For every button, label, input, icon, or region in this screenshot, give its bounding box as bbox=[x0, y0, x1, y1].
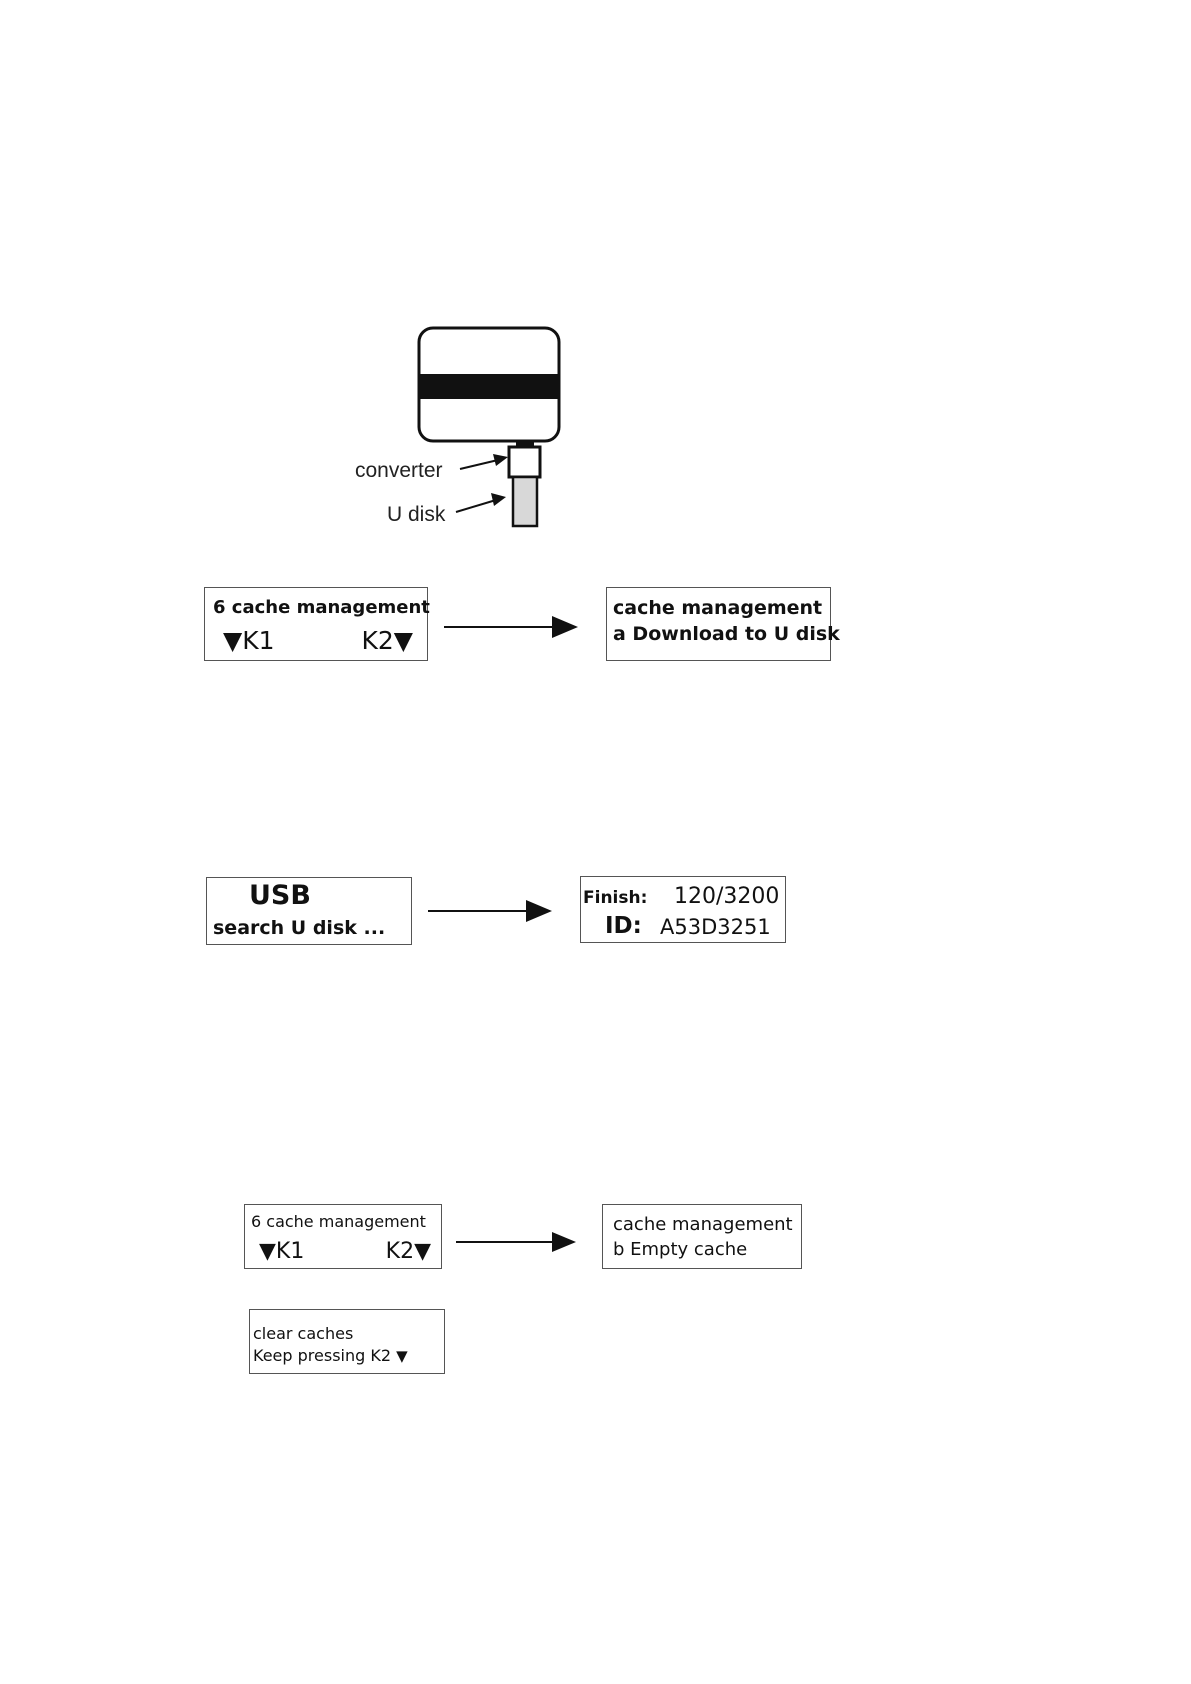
id-value: A53D3251 bbox=[660, 915, 771, 939]
lcd-line-1: clear caches bbox=[253, 1324, 354, 1343]
converter-label: converter bbox=[355, 459, 443, 482]
lcd-screen-usb-search bbox=[206, 877, 412, 945]
device-stripe bbox=[419, 374, 559, 399]
id-label: ID: bbox=[605, 913, 642, 939]
converter bbox=[509, 447, 540, 477]
lcd-line-2: Keep pressing K2 ▼ bbox=[253, 1346, 408, 1365]
lcd-screen-cache-menu bbox=[204, 587, 428, 661]
lcd-line-1: USB bbox=[249, 880, 311, 911]
k1-key: ▼K1 bbox=[223, 626, 275, 655]
finish-value: 120/3200 bbox=[674, 884, 780, 909]
lcd-screen-finish bbox=[580, 876, 786, 943]
right-arrow-icon bbox=[456, 1228, 578, 1256]
lcd-screen-empty-cache bbox=[602, 1204, 802, 1269]
lcd-line-2: b Empty cache bbox=[613, 1239, 748, 1260]
right-arrow-icon bbox=[444, 612, 580, 642]
lcd-line-1: 6 cache management bbox=[251, 1212, 426, 1231]
down-triangle-icon: ▼ bbox=[396, 1347, 408, 1365]
lcd-line-1: 6 cache management bbox=[213, 597, 430, 618]
udisk-label: U disk bbox=[387, 503, 446, 526]
lcd-screen-clear-caches bbox=[249, 1309, 445, 1374]
device-illustration bbox=[340, 318, 600, 528]
finish-label: Finish: bbox=[583, 888, 648, 908]
udisk-arrow-head bbox=[491, 493, 506, 506]
down-triangle-icon: ▼ bbox=[259, 1239, 276, 1264]
k1-key: ▼K1 bbox=[259, 1239, 305, 1264]
k2-key: K2▼ bbox=[361, 626, 413, 655]
lcd-line-1: cache management bbox=[613, 1214, 793, 1235]
lcd-screen-cache-menu-2 bbox=[244, 1204, 442, 1269]
lcd-screen-download bbox=[606, 587, 840, 661]
converter-arrow-head bbox=[493, 454, 508, 466]
down-triangle-icon: ▼ bbox=[414, 1239, 431, 1264]
down-triangle-icon: ▼ bbox=[223, 626, 243, 655]
lcd-line-2: a Download to U disk bbox=[613, 623, 840, 645]
lcd-line-1: cache management bbox=[613, 597, 823, 619]
lcd-line-2: search U disk ... bbox=[213, 917, 386, 939]
u-disk bbox=[513, 477, 537, 526]
right-arrow-icon bbox=[428, 896, 554, 926]
k2-key: K2▼ bbox=[385, 1239, 431, 1264]
down-triangle-icon: ▼ bbox=[393, 626, 413, 655]
